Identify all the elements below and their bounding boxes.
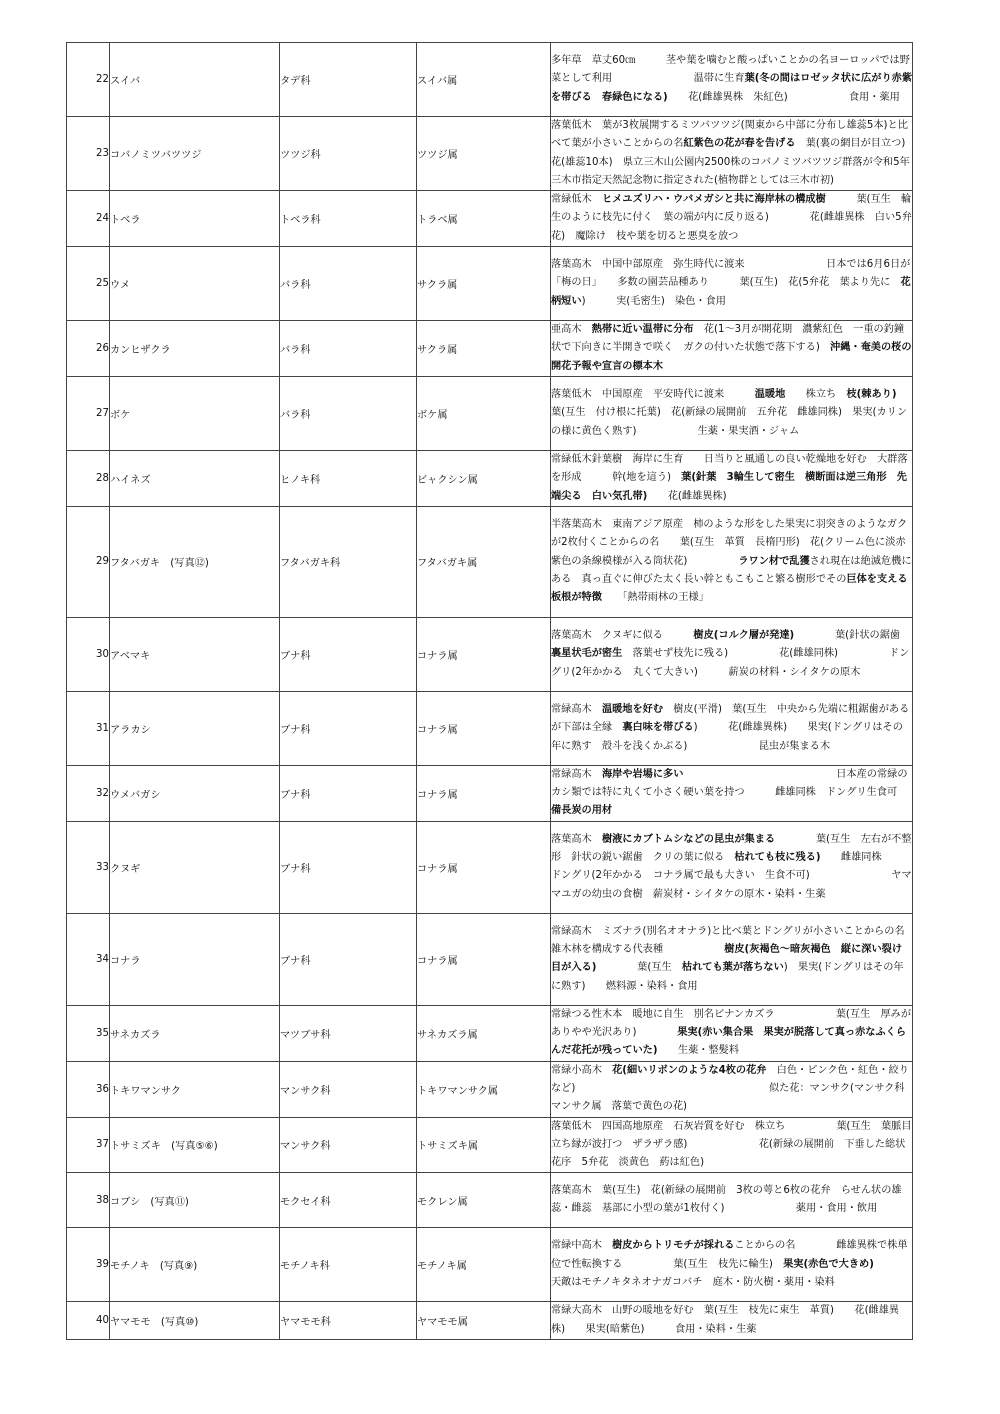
description-text: 亜高木 xyxy=(551,324,592,336)
description-text: 落葉高木 xyxy=(551,833,602,845)
description-highlight: 樹皮(コルク層が発達) xyxy=(693,629,795,641)
plant-family: ブナ科 xyxy=(280,617,417,691)
plant-name: モチノキ (写真⑨) xyxy=(110,1228,280,1302)
description-highlight: 枯れても葉が落ちない xyxy=(681,962,784,974)
plant-description xyxy=(551,765,913,821)
plant-genus: ビャクシン属 xyxy=(417,450,551,506)
description-text: 落葉低木 四国高地原産 石灰岩質を好む 株立ち 葉(互生 葉脈目立ち縁が波打つ ザラザラ感) 花(新緑の展開前 下垂した総状花序 5弁花 淡黄色 葯は紅色) xyxy=(551,1120,912,1169)
table-row xyxy=(67,1228,913,1302)
table-row xyxy=(67,117,913,191)
row-number: 29 xyxy=(67,506,110,617)
plant-genus: トラベ属 xyxy=(417,191,551,247)
table-row xyxy=(67,765,913,821)
table-row xyxy=(67,450,913,506)
description-highlight: 枯れても枝に残る) xyxy=(734,851,821,863)
plant-name: ハイネズ xyxy=(110,450,280,506)
plant-description xyxy=(551,376,913,450)
plant-family: トベラ科 xyxy=(280,191,417,247)
plant-family: フタバガキ科 xyxy=(280,506,417,617)
description-text: ) 果実(ドングリはその年に熟す) 燃料源・染料・食用 xyxy=(551,962,904,992)
plant-name: コブシ (写真⑪) xyxy=(110,1173,280,1228)
description-text: 花(雌雄異株 朱紅色) 食用・薬用 xyxy=(667,91,900,103)
plant-family: ツツジ科 xyxy=(280,117,417,191)
table-row xyxy=(67,1302,913,1340)
plant-genus: モクレン属 xyxy=(417,1173,551,1228)
description-highlight: 熱帯に近い温帯に分布 xyxy=(591,324,694,336)
plant-name: トサミズキ (写真⑤⑥) xyxy=(110,1117,280,1173)
description-text: 常緑低木 xyxy=(551,194,602,206)
description-highlight: 巨体を支える板根が特徴 xyxy=(551,574,908,604)
table-row xyxy=(67,43,913,117)
description-text: 葉(互生 付け根に托葉) 花(新緑の展開前 五弁花 雌雄同株) 果実(カリンの様に黄色く熟す) 生薬・果実酒・ジャム xyxy=(551,389,908,437)
plant-family: マンサク科 xyxy=(280,1061,417,1117)
row-number: 40 xyxy=(67,1302,110,1340)
description-highlight: 果実(赤色で大きめ) xyxy=(783,1258,874,1270)
description-text: ヨーロッパでは野菜として利用 温帯に生育 xyxy=(551,55,910,85)
description-text: され現在は絶滅危機にある 真っ直ぐに伸びた太く長い幹ともこもこと繁る樹形でその xyxy=(551,555,912,585)
plant-family: ブナ科 xyxy=(280,913,417,1005)
plant-name: コナラ xyxy=(110,913,280,1005)
plant-description xyxy=(551,1005,913,1061)
row-number: 39 xyxy=(67,1228,110,1302)
description-text: 常緑高木 xyxy=(551,703,602,715)
plant-name: ボケ xyxy=(110,376,280,450)
plant-name: ウメ xyxy=(110,247,280,321)
plant-description xyxy=(551,913,913,1005)
description-text: 株立ち xyxy=(785,389,847,401)
plant-family: タデ科 xyxy=(280,43,417,117)
description-text: 葉(針状の鋸歯 xyxy=(794,629,911,641)
row-number: 37 xyxy=(67,1117,110,1173)
plant-description xyxy=(551,821,913,913)
plant-genus: コナラ属 xyxy=(417,821,551,913)
table-row xyxy=(67,247,913,321)
plant-family: バラ科 xyxy=(280,376,417,450)
description-text: 常緑低木針葉樹 海岸に生育 日当りと風通しの良い乾燥地を好む 大群落を形成 幹(地を這う) xyxy=(551,453,908,484)
plant-family: ヤマモモ科 xyxy=(280,1302,417,1340)
plant-genus: モチノキ属 xyxy=(417,1228,551,1302)
description-highlight: 葉(冬の間はロゼッタ状に広がり赤紫を帯びる 春緑色になる) xyxy=(551,73,913,103)
row-number: 38 xyxy=(67,1173,110,1228)
description-text: 葉(互生 輪生のように枝先に付く 葉の端が内に反り返る) 花(雌雄異株 白い5弁花) 魔除け 枝や葉を切ると悪臭を放つ xyxy=(551,194,912,242)
description-highlight: 樹皮からトリモチが採れる xyxy=(612,1240,735,1252)
row-number: 31 xyxy=(67,691,110,765)
description-text: 雌雄同株 ドングリ(2年かかる コナラ属で最も大きい 生食不可) ヤママユガの幼虫の食樹 薪炭材・シイタケの原木・染料・生薬 xyxy=(551,851,913,900)
description-highlight: 樹液にカブトムシなどの昆虫が集まる xyxy=(601,833,776,845)
plant-name: トキワマンサク xyxy=(110,1061,280,1117)
plant-name: フタバガキ (写真⑫) xyxy=(110,506,280,617)
description-text: 落葉低木 葉が3枚展開するミツバツツジ(関東から中部に分布し雄蕊5本)と比べて葉が小さいことからの名 xyxy=(551,120,908,150)
description-text: 落葉高木 クヌギに似る xyxy=(551,629,694,641)
description-text: 落葉高木 葉(互生) 花(新緑の展開前 3枚の萼と6枚の花弁 らせん状の雄蕊・雌蕊 基部に小型の葉が1枚付く) 薬用・食用・飲用 xyxy=(551,1185,902,1215)
description-text: 白色・ピンク色・紅色・絞りなど) 似た花：マンサク(マンサク科マンサク属 落葉で黄色の花) xyxy=(551,1064,909,1113)
plant-description xyxy=(551,43,913,117)
plant-genus: フタバガキ属 xyxy=(417,506,551,617)
description-highlight: ヒメユズリハ・ウバメガシと共に海岸林の構成樹 xyxy=(601,194,826,206)
description-highlight: 海岸や岩場に多い xyxy=(601,768,684,780)
plant-description xyxy=(551,450,913,506)
table-row xyxy=(67,691,913,765)
row-number: 33 xyxy=(67,821,110,913)
plant-family: バラ科 xyxy=(280,247,417,321)
description-text: 生薬・整髪料 xyxy=(657,1045,740,1057)
description-text: 「熱帯雨林の王様」 xyxy=(601,592,709,604)
description-highlight: 温暖地を好む xyxy=(601,703,664,715)
description-highlight: 裏白味を帯びる xyxy=(622,722,694,734)
row-number: 23 xyxy=(67,117,110,191)
description-highlight: 裏星状毛が密生 xyxy=(551,648,623,660)
row-number: 27 xyxy=(67,376,110,450)
plant-table-body xyxy=(67,43,925,1340)
description-highlight: 枝(棘あり) xyxy=(846,389,897,401)
plant-family: ブナ科 xyxy=(280,691,417,765)
row-number: 32 xyxy=(67,765,110,821)
plant-genus: ツツジ属 xyxy=(417,117,551,191)
plant-name: サネカズラ xyxy=(110,1005,280,1061)
plant-genus: スイバ属 xyxy=(417,43,551,117)
description-highlight: 葉(針葉 3輪生して密生 横断面は逆三角形 先端尖る 白い気孔帯) xyxy=(551,472,907,502)
plant-genus: サクラ属 xyxy=(417,247,551,321)
description-highlight: 温暖地 xyxy=(754,389,786,401)
row-number: 26 xyxy=(67,321,110,377)
plant-genus: コナラ属 xyxy=(417,691,551,765)
plant-description xyxy=(551,1228,925,1302)
description-text: 落葉高木 中国中部原産 弥生時代に渡来 日本では6月6日が「梅の日」 多数の園芸品種あり 葉(互生) 花(5弁花 葉より先に xyxy=(551,259,911,289)
plant-genus: コナラ属 xyxy=(417,913,551,1005)
table-row xyxy=(67,1173,913,1228)
description-highlight: 花(細いリボンのような4枚の花弁 xyxy=(612,1064,767,1076)
plant-family: ヒノキ科 xyxy=(280,450,417,506)
description-highlight: ラワン材で乱獲 xyxy=(738,555,810,567)
plant-description xyxy=(551,506,913,617)
plant-name: ウメバガシ xyxy=(110,765,280,821)
description-text: ことからの名 雌雄異株で株単位で性転換する 葉(互生 枝先に輪生) xyxy=(551,1240,908,1270)
description-text: 花(1～3月が開花期 濃紫紅色 一重の釣鐘状で下向きに半開きで咲く ガクの付いた状態で落下する) xyxy=(551,324,905,354)
table-row xyxy=(67,1061,913,1117)
table-row xyxy=(67,617,913,691)
description-text: 常緑つる性木本 暖地に自生 別名ビナンカズラ 葉(互生 厚みがありやや光沢あり) xyxy=(551,1008,912,1039)
plant-family: モチノキ科 xyxy=(280,1228,417,1302)
plant-table xyxy=(66,42,925,1340)
description-text: 葉(裏の網目が目立つ) 花(雄蕊10本) 県立三木山公園内2500株のコバノミツバツツジ群落が令和5年三木市指定天然記念物に指定された(植物群としては三木市初) xyxy=(551,138,916,186)
plant-description xyxy=(551,321,913,377)
row-number: 24 xyxy=(67,191,110,247)
description-text: 日本産の常緑のカシ類では特に丸くて小さく硬い葉を持つ 雌雄同株 ドングリ生食可 xyxy=(551,768,908,799)
table-row xyxy=(67,821,913,913)
description-text: 多年草 草丈60㎝ 茎や葉を噛むと酸っぱいことかの名 xyxy=(551,55,829,67)
plant-description xyxy=(551,1302,913,1340)
table-row xyxy=(67,191,913,247)
row-number: 34 xyxy=(67,913,110,1005)
plant-genus: トサミズキ属 xyxy=(417,1117,551,1173)
description-text: 天敵はモチノキタネオナガコバチ 庭木・防火樹・薬用・染料 xyxy=(551,1258,925,1289)
plant-name: カンヒザクラ xyxy=(110,321,280,377)
row-number: 35 xyxy=(67,1005,110,1061)
table-row xyxy=(67,321,913,377)
description-text: 常緑大高木 山野の暖地を好む 葉(互生 枝先に束生 革質) 花(雌雄異株) 果実(暗紫色) 食用・染料・生薬 xyxy=(551,1305,900,1335)
description-text: 常緑中高木 xyxy=(551,1240,613,1252)
plant-name: ヤマモモ (写真⑩) xyxy=(110,1302,280,1340)
description-highlight: 花柄短い xyxy=(551,277,911,307)
row-number: 28 xyxy=(67,450,110,506)
plant-description xyxy=(551,191,913,247)
row-number: 30 xyxy=(67,617,110,691)
table-row xyxy=(67,506,913,617)
plant-name: スイバ xyxy=(110,43,280,117)
description-text: 半落葉高木 東南アジア原産 柿のような形をした果実に羽突きのようなガクが2枚付くことからの名 葉(互生 革質 長楕円形) 花(クリーム色に淡赤紫色の条線模様が入る筒状花) xyxy=(551,519,908,567)
plant-genus: ヤマモモ属 xyxy=(417,1302,551,1340)
description-highlight: 沖縄・奄美の桜の開花予報や宣言の標本木 xyxy=(551,342,912,372)
description-text: 樹皮(平滑) 葉(互生 中央から先端に粗鋸歯があるが下部は全縁 xyxy=(551,703,910,734)
description-text: 葉(互生 左右が不整形 針状の鋭い鋸歯 クリの葉に似る xyxy=(551,833,912,863)
plant-description xyxy=(551,1117,913,1173)
plant-family: ブナ科 xyxy=(280,821,417,913)
description-text: ) 実(毛密生) 染色・食用 xyxy=(581,295,726,307)
description-text: ) 花(雌雄異株) 果実(ドングリはその年に熟す 殻斗を浅くかぶる) 昆虫が集まる木 xyxy=(551,722,903,752)
plant-genus: トキワマンサク属 xyxy=(417,1061,551,1117)
description-text: 花(雌雄異株) xyxy=(647,490,727,502)
plant-description xyxy=(551,117,916,191)
plant-family: モクセイ科 xyxy=(280,1173,417,1228)
row-number: 22 xyxy=(67,43,110,117)
table-row xyxy=(67,1005,913,1061)
row-number: 36 xyxy=(67,1061,110,1117)
description-highlight: 果実(赤い集合果 果実が脱落して真っ赤なふくらんだ花托が残っていた) xyxy=(551,1027,907,1057)
plant-family: マツブサ科 xyxy=(280,1005,417,1061)
plant-description xyxy=(551,247,913,321)
plant-description xyxy=(551,1061,913,1117)
plant-name: アベマキ xyxy=(110,617,280,691)
description-highlight: 樹皮(灰褐色～暗灰褐色 縦に深い裂け目が入る) xyxy=(551,943,903,974)
description-text: 常緑高木 ミズナラ(別名オオナラ)と比べ葉とドングリが小さいことからの名 雑木林を構成する代表種 xyxy=(551,925,915,955)
description-text: 葉(互生 xyxy=(596,962,682,974)
plant-genus: コナラ属 xyxy=(417,617,551,691)
description-highlight: 紅紫色の花が春を告げる xyxy=(683,138,796,150)
table-row xyxy=(67,376,913,450)
description-highlight: 備長炭の用材 xyxy=(551,805,613,817)
plant-name: コバノミツバツツジ xyxy=(110,117,280,191)
plant-family: バラ科 xyxy=(280,321,417,377)
plant-description xyxy=(551,1173,913,1228)
plant-name: クヌギ xyxy=(110,821,280,913)
plant-genus: ボケ属 xyxy=(417,376,551,450)
plant-family: ブナ科 xyxy=(280,765,417,821)
plant-name: アラカシ xyxy=(110,691,280,765)
table-row xyxy=(67,1117,913,1173)
plant-genus: サクラ属 xyxy=(417,321,551,377)
plant-name: トベラ xyxy=(110,191,280,247)
description-text: 落葉せず枝先に残る) 花(雌雄同株) ドングリ(2年かかる 丸くて大きい) 薪炭の材料・シイタケの原木 xyxy=(551,648,910,678)
plant-family: マンサク科 xyxy=(280,1117,417,1173)
plant-description xyxy=(551,617,913,691)
description-text: 常緑高木 xyxy=(551,768,602,780)
plant-description xyxy=(551,691,913,765)
description-text: 常緑小高木 xyxy=(551,1064,613,1076)
row-number: 25 xyxy=(67,247,110,321)
description-text: 落葉低木 中国原産 平安時代に渡来 xyxy=(551,389,755,401)
plant-genus: コナラ属 xyxy=(417,765,551,821)
plant-genus: サネカズラ属 xyxy=(417,1005,551,1061)
table-row xyxy=(67,913,913,1005)
